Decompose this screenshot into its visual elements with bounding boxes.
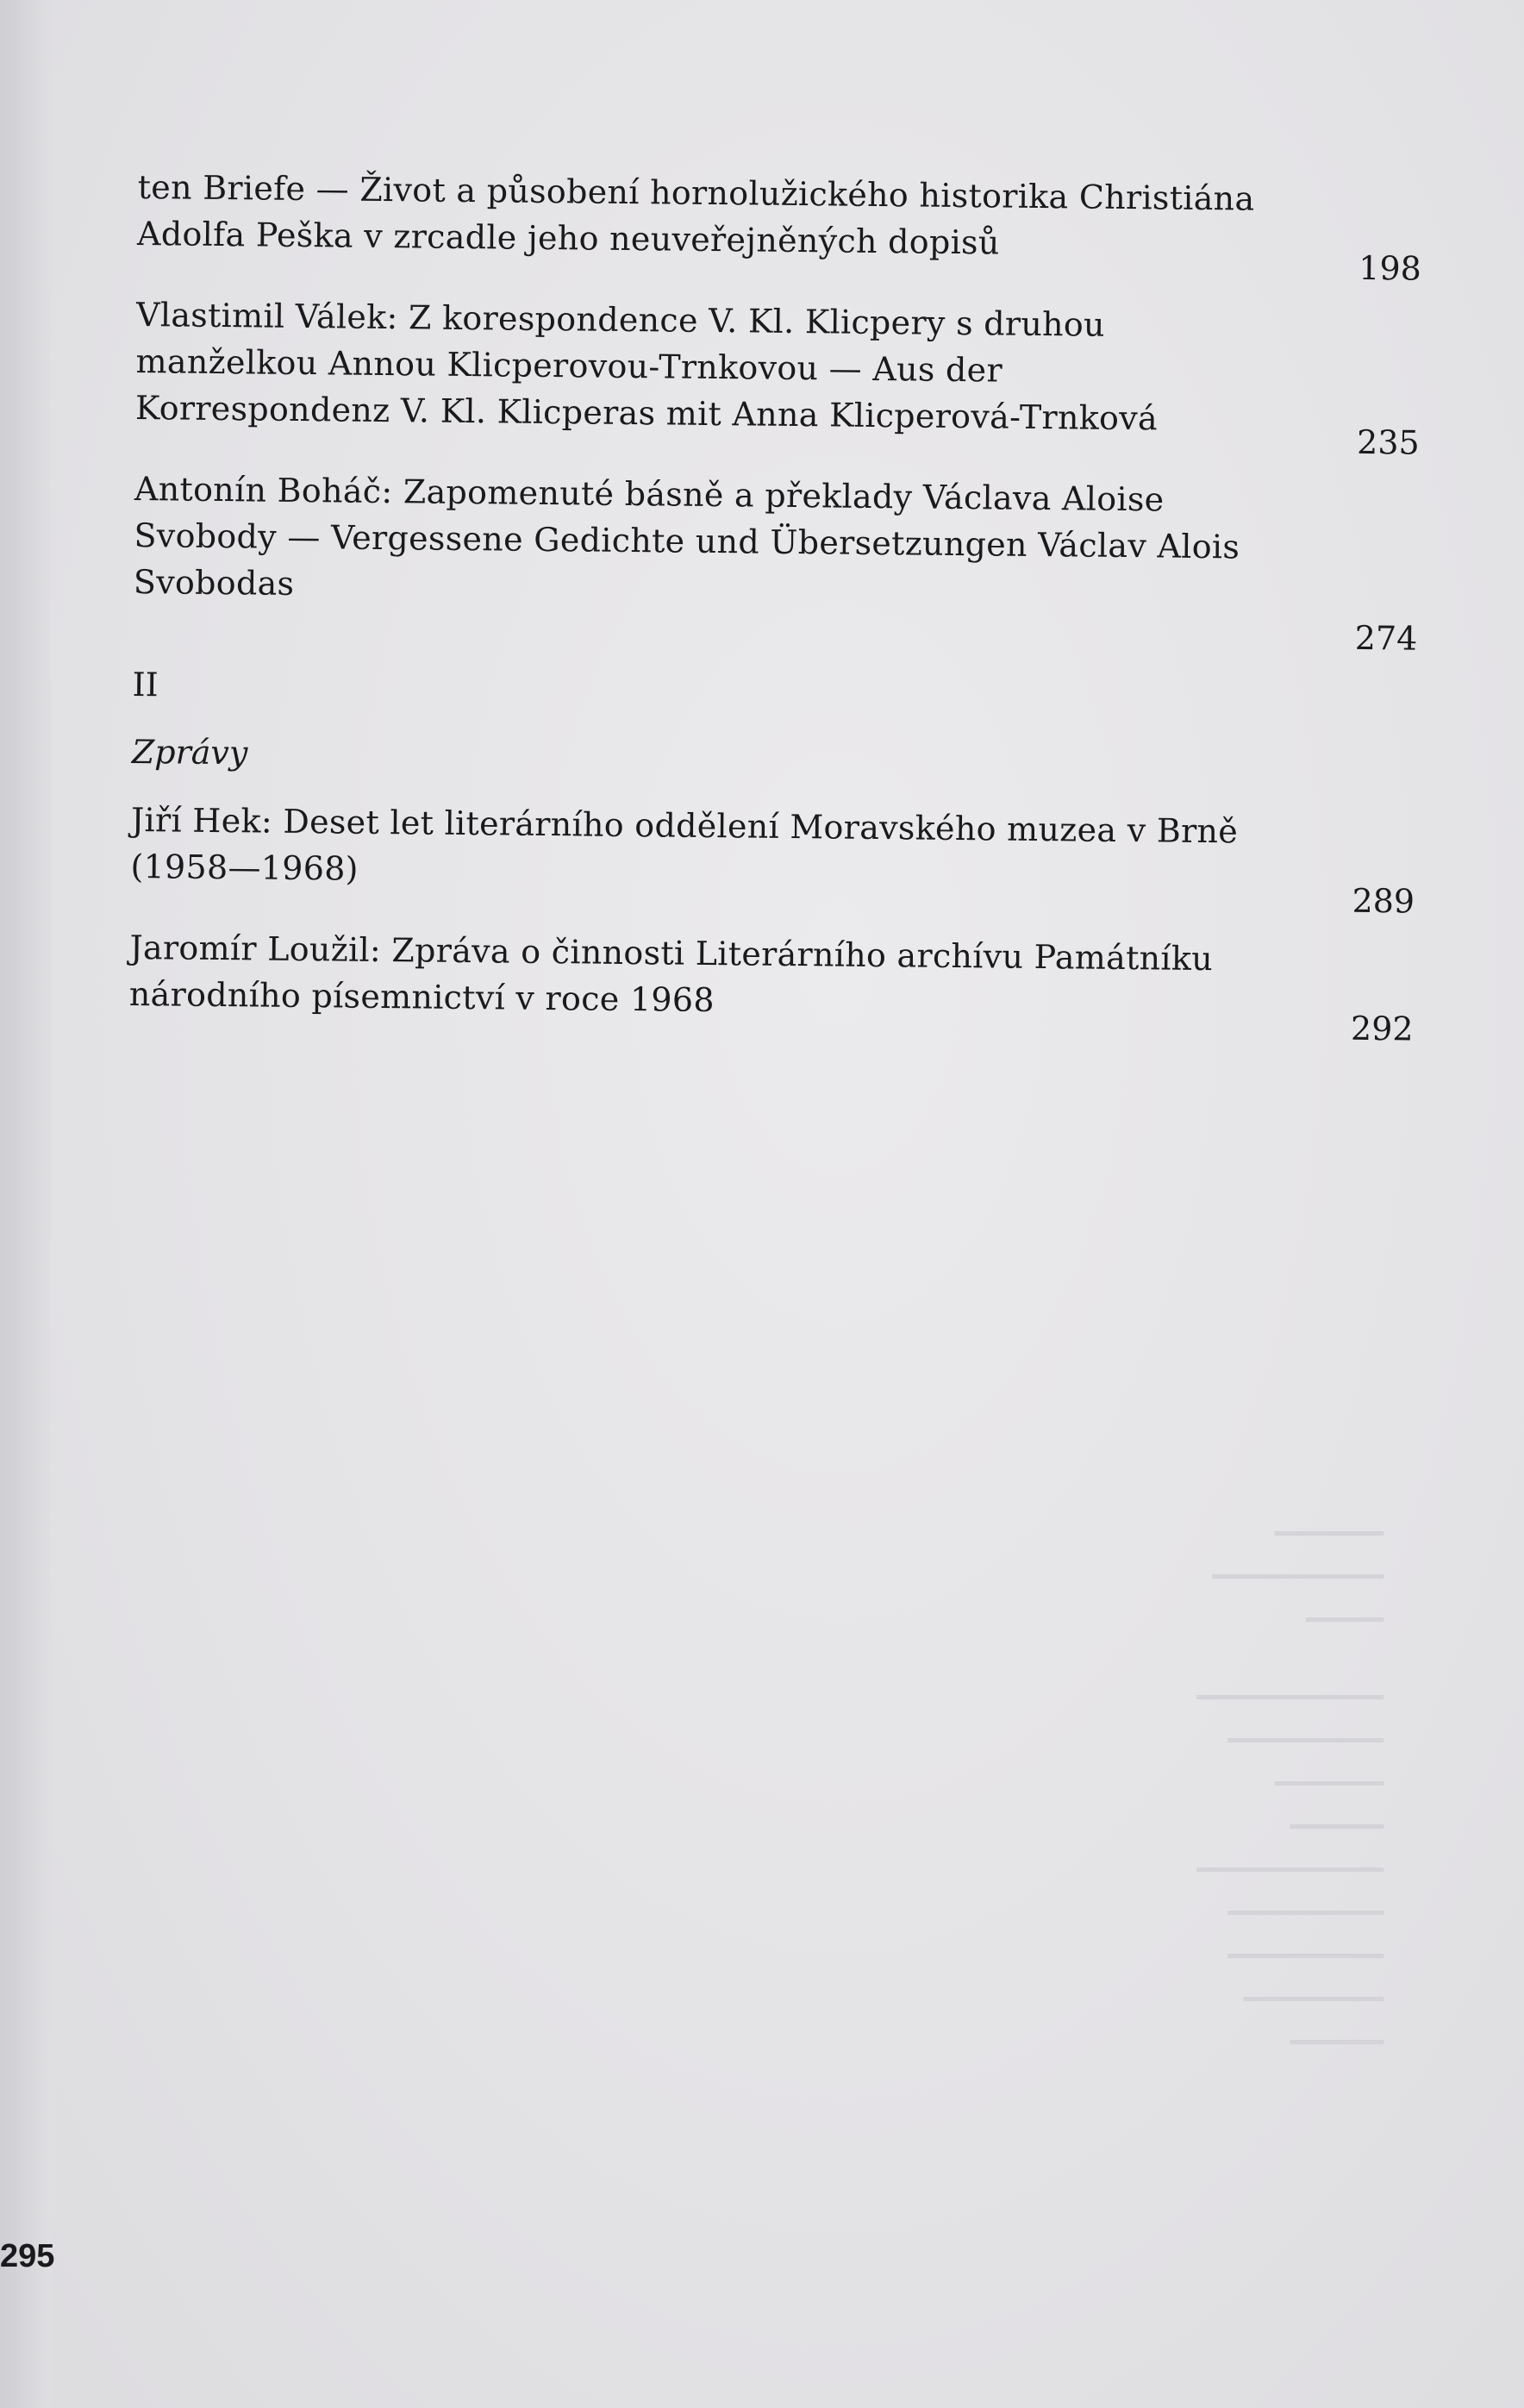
- entry-title: ten Briefe — Život a působení hornolužického historika Christiána Adolfa Peška v zrcadle jeho neuveřejněných dopisů: [136, 167, 1255, 262]
- toc-entry: [133, 466, 1420, 658]
- part-heading: II: [132, 665, 159, 704]
- show-through-text: ━━━━━━━ ━━━━━━━━━━━ ━━━━━ ━━━━━━━━━━━━ ━━━━━━━━━━ ━━━━━━━ ━━━━━━ ━━━━━━━━━━━━ ━━━━━━━━━━ ━━━━━━━━━━ ━━━━━━━━━ ━━━━━━: [1196, 1519, 1383, 2058]
- entry-page: 292: [1350, 1009, 1414, 1048]
- toc-entry: [130, 797, 1415, 921]
- table-of-contents: [128, 164, 1422, 1066]
- entry-title: Jiří Hek: Deset let literárního oddělení Moravského muzea v Brně (1958—1968): [130, 800, 1239, 888]
- section-heading: Zprávy: [131, 732, 248, 772]
- page-number: 295: [0, 2238, 55, 2274]
- entry-page: 274: [1354, 618, 1418, 658]
- binding-shadow: [0, 0, 55, 2408]
- entry-page: 235: [1356, 422, 1420, 462]
- entry-title: Jaromír Loužil: Zpráva o činnosti Literárního archívu Památníku národního písemnictví v roce 1968: [128, 928, 1214, 1020]
- entry-title: Antonín Boháč: Zapomenuté básně a překlady Václava Aloise Svobody — Vergessene Gedichte und Übersetzungen Václav Alois Svobodas: [133, 469, 1240, 603]
- entry-page: 289: [1352, 881, 1415, 921]
- toc-entry: [136, 164, 1422, 288]
- toc-entry: [134, 291, 1421, 462]
- entry-title: Vlastimil Válek: Z korespondence V. Kl. Klicpery s druhou manželkou Annou Klicperovou-Trnkovou — Aus der Korrespondenz V. Kl. Klicperas mit Anna Klicperová-Trnková: [134, 295, 1159, 438]
- toc-entry: [128, 924, 1415, 1048]
- entry-page: 198: [1358, 248, 1422, 288]
